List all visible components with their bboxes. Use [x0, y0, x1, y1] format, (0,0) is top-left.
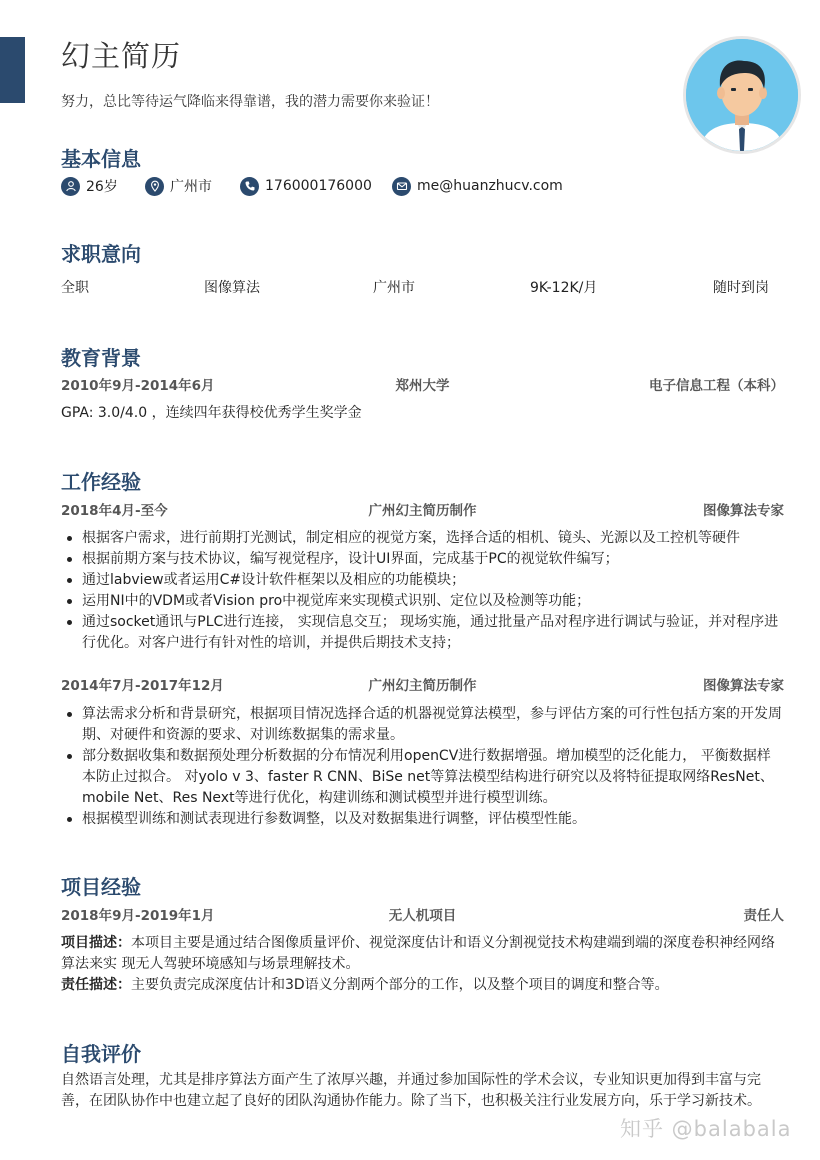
user-icon	[61, 177, 80, 196]
section-title-work: 工作经验	[61, 470, 141, 494]
education-date: 2010年9月-2014年6月	[61, 378, 215, 394]
project-role: 责任人	[743, 908, 784, 924]
avatar	[683, 36, 801, 154]
info-city	[145, 176, 240, 196]
info-email	[392, 177, 563, 196]
motto: 努力，总比等待运气降临来得靠谱，我的潜力需要你来验证！	[61, 94, 439, 110]
list-item: 运用NI中的VDM或者Vision pro中视觉库来实现模式识别、定位以及检测等功能；	[61, 591, 784, 612]
phone-icon	[240, 177, 259, 196]
avatar-illustration	[686, 39, 798, 151]
job-bullet-list	[61, 528, 784, 654]
intent-availability: 随时到岗	[713, 280, 769, 296]
city-text: 广州市	[170, 179, 212, 195]
list-item: 算法需求分析和背景研究，根据项目情况选择合适的机器视觉算法模型，参与评估方案的可行性包括方案的开发周期、对硬件和资源的要求、对训练数据集的需求量。	[61, 704, 784, 746]
age-text: 26岁	[86, 179, 118, 195]
project-desc-text: 本项目主要是通过结合图像质量评价、视觉深度估计和语义分割视觉技术构建端到端的深度卷积神经网络算法来实 现无人驾驶环境感知与场景理解技术。	[61, 935, 775, 972]
job-company: 广州幻主简历制作	[368, 678, 477, 694]
section-title-basic-info: 基本信息	[61, 147, 141, 171]
list-item: 通过labview或者运用C#设计软件框架以及相应的功能模块；	[61, 570, 784, 591]
mail-icon	[392, 177, 411, 196]
info-phone	[240, 177, 392, 196]
job-role: 图像算法专家	[703, 503, 784, 519]
section-title-education: 教育背景	[61, 346, 141, 370]
job-date: 2014年7月-2017年12月	[61, 678, 224, 694]
list-item: 根据客户需求，进行前期打光测试，制定相应的视觉方案，选择合适的相机、镜头、光源以及工控机等硬件	[61, 528, 784, 549]
phone-text: 176000176000	[265, 178, 372, 194]
list-item: 根据模型训练和测试表现进行参数调整，以及对数据集进行调整，评估模型性能。	[61, 809, 784, 830]
job-meta-row	[61, 499, 784, 517]
section-title-intent: 求职意向	[61, 242, 141, 266]
section-title-self-eval: 自我评价	[61, 1042, 141, 1066]
project-meta-row	[61, 904, 784, 922]
list-item: 根据前期方案与技术协议，编写视觉程序，设计UI界面，完成基于PC的视觉软件编写；	[61, 549, 784, 570]
project-name: 无人机项目	[388, 908, 457, 924]
education-major: 电子信息工程（本科）	[649, 378, 784, 394]
list-item: 部分数据收集和数据预处理分析数据的分布情况利用openCV进行数据增强。增加模型的泛化能力， 平衡数据样本防止过拟合。 对yolo v 3、faster R CNN、BiSe net等算法模型结构进行研究以及将特征提取网络ResNet、mobile Net、Res Next等进行优化，构建训练和测试模型并进行模型训练。	[61, 746, 784, 809]
education-meta-row	[61, 374, 784, 392]
project-date: 2018年9月-2019年1月	[61, 908, 215, 924]
header-accent-bar	[0, 37, 25, 103]
project-desc-line	[61, 933, 784, 975]
self-eval-text: 自然语言处理，尤其是排序算法方面产生了浓厚兴趣，并通过参加国际性的学术会议，专业知识更加得到丰富与完善，在团队协作中也建立起了良好的团队沟通协作能力。除了当下，也积极关注行业发展方向，乐于学习新技术。	[61, 1072, 761, 1109]
job-date: 2018年4月-至今	[61, 503, 168, 519]
list-item: 通过socket通讯与PLC进行连接， 实现信息交互； 现场实施，通过批量产品对程序进行调试与验证，并对程序进行优化。对客户进行有针对性的培训，并提供后期技术支持；	[61, 612, 784, 654]
intent-position: 图像算法	[204, 280, 260, 296]
project-duty-line	[61, 975, 784, 996]
education-school: 郑州大学	[395, 378, 450, 394]
education-detail: GPA: 3.0/4.0 ，连续四年获得校优秀学生奖学金	[61, 405, 362, 421]
project-desc-label: 项目描述：	[61, 935, 131, 951]
project-duty-text: 主要负责完成深度估计和3D语义分割两个部分的工作，以及整个项目的调度和整合等。	[131, 977, 669, 993]
info-age	[61, 176, 145, 196]
intent-city: 广州市	[373, 280, 415, 296]
intent-type: 全职	[61, 280, 89, 296]
job-company: 广州幻主简历制作	[368, 503, 477, 519]
basic-info-row	[61, 176, 563, 196]
watermark: 知乎 @balabala	[620, 1117, 792, 1141]
intent-salary: 9K-12K/月	[530, 280, 598, 296]
section-title-project: 项目经验	[61, 875, 141, 899]
email-text: me@huanzhucv.com	[417, 178, 563, 194]
job-bullet-list	[61, 704, 784, 830]
project-duty-label: 责任描述：	[61, 977, 131, 993]
job-meta-row	[61, 674, 784, 692]
job-role: 图像算法专家	[703, 678, 784, 694]
location-icon	[145, 177, 164, 196]
resume-title: 幻主简历	[61, 39, 182, 73]
project-description	[61, 933, 784, 996]
